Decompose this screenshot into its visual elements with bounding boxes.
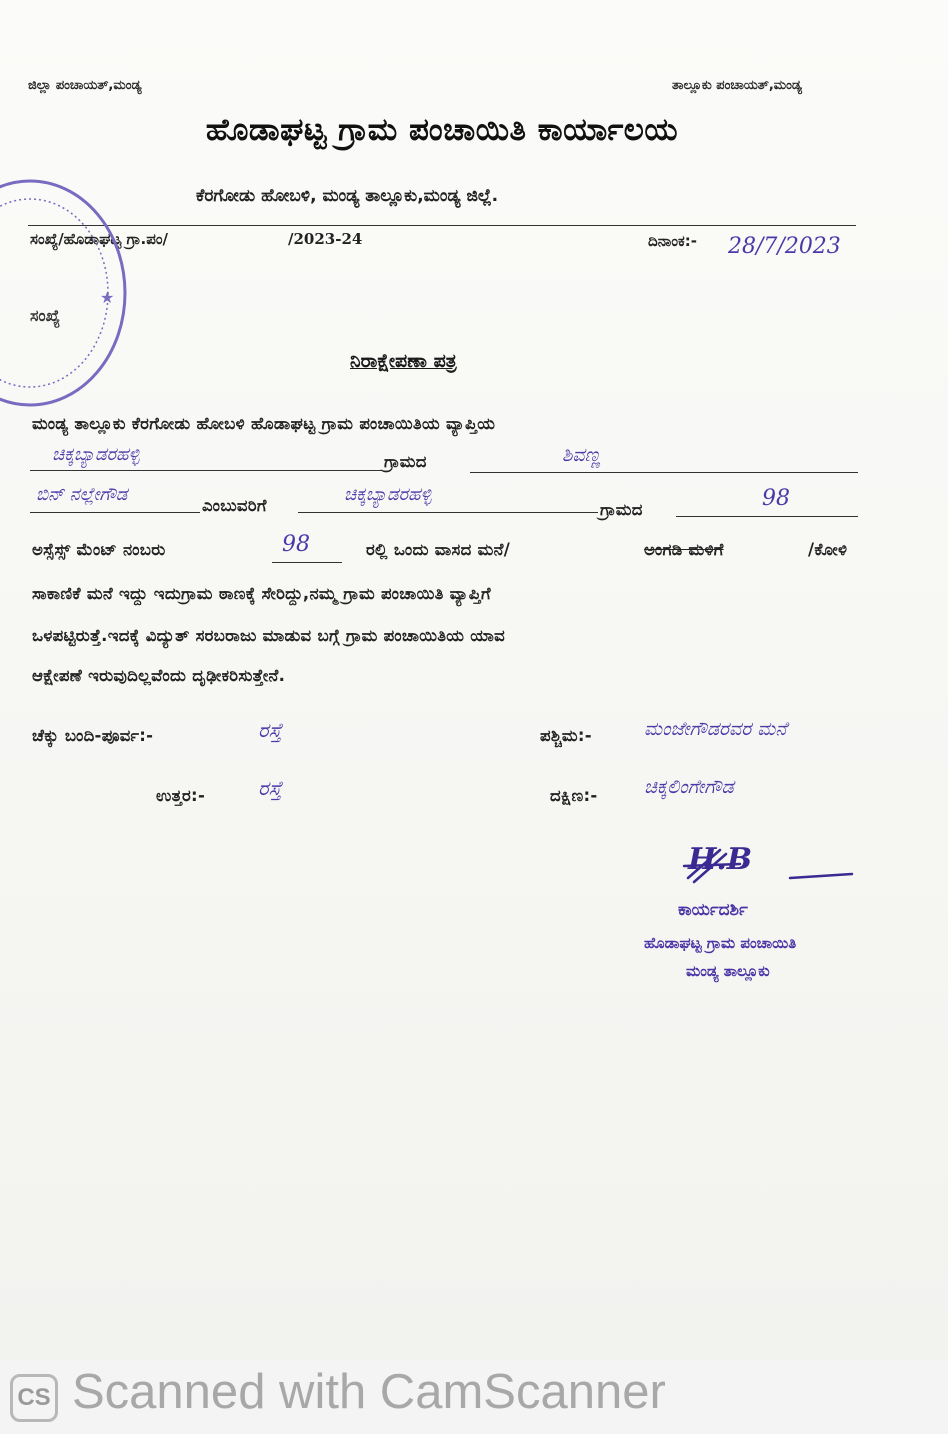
assessment-number: 98 xyxy=(282,532,310,557)
grama-da-label-2: ಗ್ರಾಮದ xyxy=(600,500,643,519)
embuvarige-label: ಎಂಬುವರಿಗೆ xyxy=(202,496,267,515)
zilla-panchayat-label: ಜಿಲ್ಲಾ ಪಂಚಾಯತ್,ಮಂಡ್ಯ xyxy=(28,78,142,93)
signature-flourish xyxy=(680,842,860,892)
stamp-label: ಸಂಖ್ಯೆ xyxy=(30,306,61,325)
blank-line-assessment xyxy=(272,562,342,563)
body-line-6: ಆಕ್ಷೇಪಣೆ ಇರುವುದಿಲ್ಲವೆಂದು ದೃಢೀಕರಿಸುತ್ತೇನೆ. xyxy=(32,666,286,685)
boundary-south-label: ದಕ್ಷಿಣ:- xyxy=(550,786,598,805)
signature-scribble: H.B xyxy=(688,842,753,877)
grama-da-label-1: ಗ್ರಾಮದ xyxy=(384,452,427,471)
assessment-label: ಅಸ್ಸೆಸ್ಸ್ ಮೆಂಟ್ ನಂಬರು xyxy=(32,540,166,559)
number-handwritten: 98 xyxy=(762,486,790,511)
scanner-footer xyxy=(0,1360,948,1434)
svg-text:★: ★ xyxy=(100,288,115,307)
signatory-office: ಹೊಡಾಘಟ್ಟ ಗ್ರಾಮ ಪಂಚಾಯಿತಿ xyxy=(644,934,797,952)
body-line-3-text: ರಲ್ಲಿ ಒಂದು ವಾಸದ ಮನೆ/ xyxy=(366,540,511,559)
body-line-5: ಒಳಪಟ್ಟಿರುತ್ತೆ.ಇದಕ್ಕೆ ವಿದ್ಯುತ್ ಸರಬರಾಜು ಮಾಡುವ ಬಗ್ಗೆ ಗ್ರಾಮ ಪಂಚಾಯಿತಿಯ ಯಾವ xyxy=(32,626,505,645)
body-line-4: ಸಾಕಾಣಿಕೆ ಮನೆ ಇದ್ದು ಇದುಗ್ರಾಮ ಠಾಣಕ್ಕೆ ಸೇರಿದ್ದು,ನಮ್ಮ ಗ್ರಾಮ ಪಂಚಾಯಿತಿ ವ್ಯಾಪ್ತಿಗೆ xyxy=(32,584,491,603)
body-line-1: ಮಂಡ್ಯ ತಾಲ್ಲೂಕು ಕೆರಗೋಡು ಹೋಬಳಿ ಹೊಡಾಘಟ್ಟ ಗ್ರಾಮ ಪಂಚಾಯಿತಿಯ ವ್ಯಾಪ್ತಿಯ xyxy=(32,414,496,433)
father-name-handwritten: ಬಿನ್ ನಲ್ಲೇಗೌಡ xyxy=(36,484,128,505)
office-stamp xyxy=(0,168,140,418)
camscanner-logo: CS xyxy=(10,1374,58,1422)
village-handwritten-2: ಚಿಕ್ಕಬ್ಯಾಡರಹಳ್ಳಿ xyxy=(344,484,432,505)
struck-shop-text: ಅಂಗಡಿ ಮಳಿಗೆ xyxy=(644,540,724,559)
boundary-east-label: ಚೆಕ್ಕು ಬಂದಿ-ಪೂರ್ವ:- xyxy=(32,726,154,745)
date-label: ದಿನಾಂಕ:- xyxy=(648,232,697,250)
boundary-west-label: ಪಶ್ಚಿಮ:- xyxy=(540,726,592,745)
blank-line-village xyxy=(30,470,382,471)
boundary-east-value: ರಸ್ತೆ xyxy=(258,718,282,742)
signatory-taluk: ಮಂಡ್ಯ ತಾಲ್ಲೂಕು xyxy=(686,962,770,980)
reference-number-label: ಸಂಖ್ಯೆ/ಹೊಡಾಘಟ್ಟ ಗ್ರಾ.ಪಂ/ xyxy=(30,230,168,248)
camscanner-watermark: Scanned with CamScanner xyxy=(72,1365,666,1419)
village-handwritten-1: ಚಿಕ್ಕಬ್ಯಾಡರಹಳ್ಳಿ xyxy=(52,444,140,465)
boundary-west-value: ಮಂಜೇಗೌಡರವರ ಮನೆ xyxy=(644,718,787,740)
signatory-designation: ಕಾರ್ಯದರ್ಶಿ xyxy=(678,900,748,920)
date-value: 28/7/2023 xyxy=(728,234,841,259)
boundary-north-value: ರಸ್ತೆ xyxy=(258,776,282,800)
reference-year: /2023-24 xyxy=(288,230,363,248)
applicant-name-handwritten: ಶಿವಣ್ಣ xyxy=(562,444,601,466)
blank-line-father xyxy=(30,512,200,513)
taluk-panchayat-label: ತಾಲ್ಲೂಕು ಪಂಚಾಯತ್,ಮಂಡ್ಯ xyxy=(672,78,802,93)
office-address: ಕೆರಗೋಡು ಹೋಬಳಿ, ಮಂಡ್ಯ ತಾಲ್ಲೂಕು,ಮಂಡ್ಯ ಜಿಲ್ಲೆ. xyxy=(196,186,499,206)
header-rule xyxy=(28,225,856,226)
office-title: ಹೊಡಾಘಟ್ಟ ಗ್ರಾಮ ಪಂಚಾಯಿತಿ ಕಾರ್ಯಾಲಯ xyxy=(205,112,679,148)
body-line-3-end: /ಕೋಳಿ xyxy=(808,540,848,559)
boundary-north-label: ಉತ್ತರ:- xyxy=(156,786,206,805)
blank-line-number xyxy=(676,516,858,517)
document-heading: ನಿರಾಕ್ಷೇಪಣಾ ಪತ್ರ xyxy=(350,350,457,372)
boundary-south-value: ಚಿಕ್ಕಲಿಂಗೇಗೌಡ xyxy=(644,776,734,798)
blank-line-name xyxy=(470,472,858,473)
blank-line-village-2 xyxy=(298,512,598,513)
